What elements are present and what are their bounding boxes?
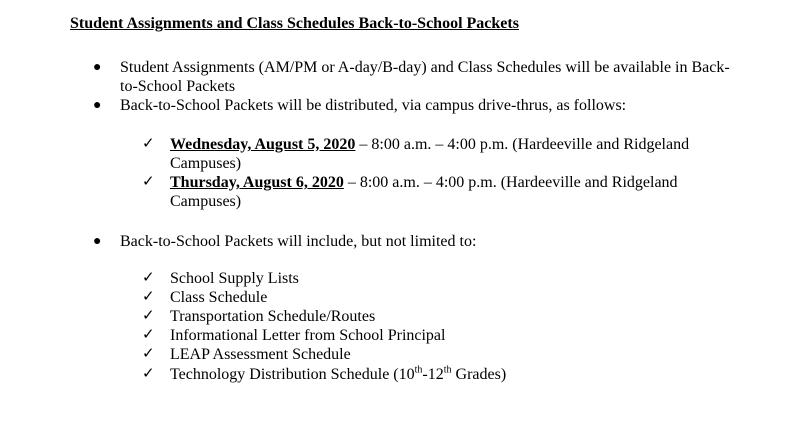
check-icon: ✓ [142,174,155,190]
packet-item-label: Transportation Schedule/Routes [170,308,376,325]
packet-item [142,307,750,326]
distribution-date: Thursday, August 6, 2020 [170,174,344,191]
bullet-icon: ● [93,60,102,75]
bullet-item [93,96,740,115]
distribution-date: Wednesday, August 5, 2020 [170,136,356,153]
check-icon: ✓ [142,289,155,305]
bullet-item [93,232,740,251]
packet-item [142,326,750,345]
packet-item [142,364,750,384]
check-icon: ✓ [142,136,155,152]
bullet-icon: ● [93,234,102,249]
distribution-item [142,173,750,211]
distribution-details: – 8:00 a.m. – 4:00 p.m. (Hardeeville and Ridgeland Campuses) [170,136,690,172]
bullet-item [93,58,740,96]
bullet-text: Back-to-School Packets will be distributed, via campus drive-thrus, as follows: [120,97,627,114]
bullet-text: Student Assignments (AM/PM or A-day/B-day) and Class Schedules will be available in Back-to-School Packets [120,59,730,95]
packet-item-label: Informational Letter from School Principal [170,327,446,344]
packet-item [142,269,750,288]
check-icon: ✓ [142,366,155,382]
check-icon: ✓ [142,270,155,286]
page-title: Student Assignments and Class Schedules Back-to-School Packets [70,15,519,32]
distribution-details: – 8:00 a.m. – 4:00 p.m. (Hardeeville and Ridgeland Campuses) [170,174,678,210]
packet-item [142,288,750,307]
bullet-icon: ● [93,98,102,113]
bullet-text: Back-to-School Packets will include, but not limited to: [120,233,477,250]
packet-item-label: LEAP Assessment Schedule [170,346,351,363]
check-icon: ✓ [142,346,155,362]
check-icon: ✓ [142,327,155,343]
packet-item [142,345,750,364]
check-icon: ✓ [142,308,155,324]
packet-item-label: Class Schedule [170,289,268,306]
distribution-item [142,135,750,173]
packet-item-label: School Supply Lists [170,270,299,287]
packet-item-label: Technology Distribution Schedule (10th-12th Grades) [170,364,507,383]
